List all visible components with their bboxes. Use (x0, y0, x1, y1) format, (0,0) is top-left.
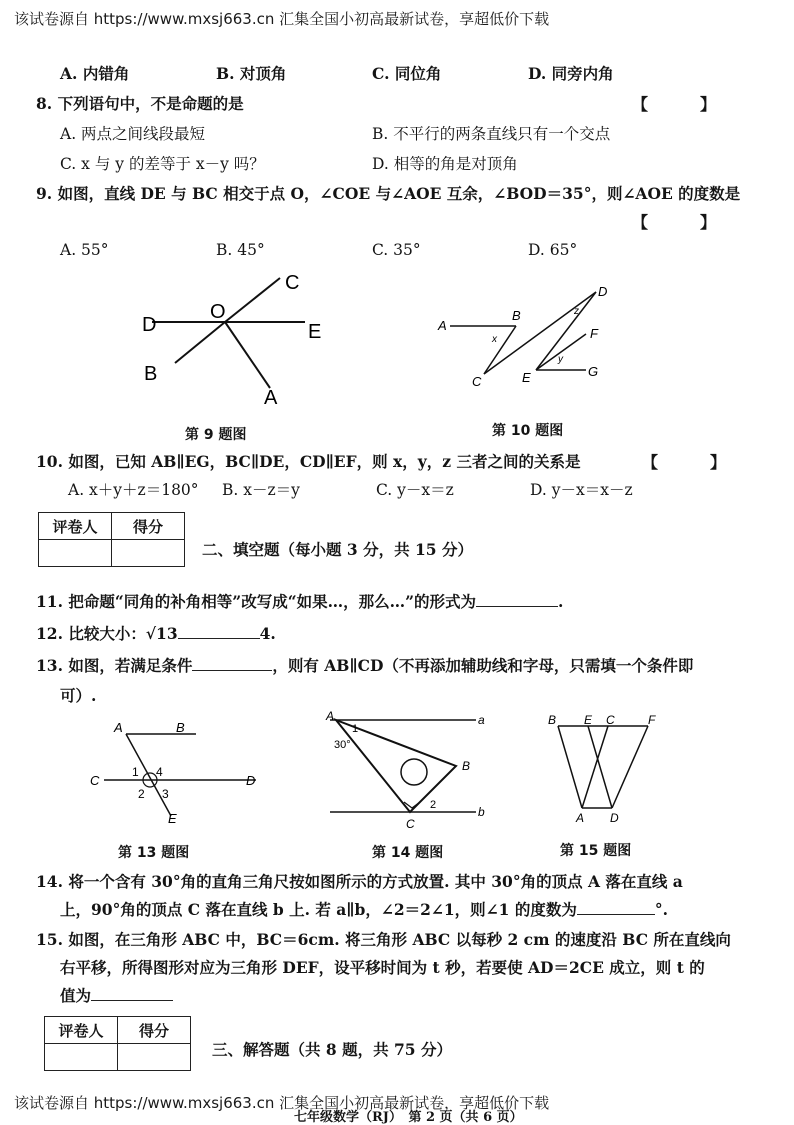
fig9-label-d: D (142, 314, 157, 336)
fig10-label-b: B (512, 308, 521, 323)
grader3-reviewer-cell (45, 1044, 118, 1071)
grader-score-cell (112, 540, 185, 567)
grader-table-section3 (44, 1016, 191, 1071)
q10-option-c: C. y－x＝z (376, 481, 454, 499)
q7-option-c: C. 同位角 (372, 64, 442, 83)
q7-option-d: D. 同旁内角 (528, 64, 614, 83)
q13-line1 (36, 656, 693, 676)
fig15-label-f: F (648, 713, 656, 727)
page-footer: 七年级数学（RJ） 第 2 页（共 6 页） (294, 1110, 523, 1125)
q14-text: 上，90°角的顶点 C 落在直线 b 上. 若 a∥b，∠2＝2∠1，则∠1 的度数为 (60, 900, 577, 919)
q12-text: 12. 比较大小：√13 (36, 624, 178, 643)
fig15-caption: 第 15 题图 (560, 843, 632, 859)
q10-option-b: B. x－z＝y (222, 481, 300, 499)
fig13-angle-3: 3 (162, 787, 169, 801)
grader3-score-header: 得分 (118, 1017, 191, 1044)
grader-reviewer-header: 评卷人 (39, 513, 112, 540)
fig14-label-c: C (406, 817, 415, 831)
q13-text-b: ，则有 AB∥CD（不再添加辅助线和字母，只需填一个条件即 (272, 656, 694, 675)
q12-answer-blank[interactable] (178, 624, 260, 639)
bleed-through (440, 430, 441, 445)
q8-answer-bracket: 【 】 (632, 95, 735, 114)
q10-stem: 10. 如图，已知 AB∥EG，BC∥DE，CD∥EF，则 x，y，z 三者之间的关系是 (36, 452, 581, 471)
q13-line2: 可）. (60, 686, 97, 705)
fig13-label-d: D (246, 773, 256, 788)
q9-option-b: B. 45° (216, 241, 265, 259)
fig15-label-d: D (610, 811, 619, 824)
fig14-angle-30: 30° (334, 739, 351, 751)
fig9-label-b: B (144, 363, 158, 385)
grader-table-section2 (38, 512, 185, 567)
fig10-label-c: C (472, 374, 482, 389)
q12-line (36, 624, 276, 644)
figure-10 (436, 280, 616, 390)
fig9-label-e: E (308, 321, 322, 343)
fig13-caption: 第 13 题图 (118, 845, 190, 861)
q13-text: 13. 如图，若满足条件 (36, 656, 193, 675)
watermark-top: 该试卷源自 https://www.mxsj663.cn 汇集全国小初高最新试卷，享超低价下载 (14, 10, 550, 28)
fig14-angle-1: 1 (352, 723, 359, 735)
fig13-angle-4: 4 (156, 765, 163, 779)
fig13-label-b: B (176, 720, 185, 735)
q13-answer-blank[interactable] (192, 656, 272, 671)
q8-option-d: D. 相等的角是对顶角 (372, 155, 518, 173)
q8-option-c: C. x 与 y 的差等于 x－y 吗？ (60, 155, 265, 173)
fig13-label-c: C (90, 773, 100, 788)
q10-answer-bracket: 【 】 (642, 453, 745, 472)
fig10-label-e: E (522, 370, 531, 385)
q15-text: 值为 (60, 986, 92, 1005)
q8-option-b: B. 不平行的两条直线只有一个交点 (372, 125, 611, 143)
figure-13 (86, 716, 266, 826)
q15-answer-blank[interactable] (91, 986, 173, 1001)
fig14-caption: 第 14 题图 (372, 845, 444, 861)
q11-tail: . (558, 592, 564, 611)
fig9-caption: 第 9 题图 (185, 427, 247, 443)
fig10-angle-x: x (492, 334, 497, 345)
grader-reviewer-cell (39, 540, 112, 567)
fig14-angle-2: 2 (430, 799, 437, 811)
q15-line3 (60, 986, 173, 1006)
grader3-reviewer-header: 评卷人 (45, 1017, 118, 1044)
fig10-label-g: G (588, 364, 599, 379)
fig14-label-line-a: a (478, 713, 485, 727)
figure-9 (130, 268, 330, 408)
fig10-label-a: A (438, 318, 447, 333)
q10-option-a: A. x＋y＋z＝180° (68, 481, 199, 499)
fig13-angle-2: 2 (138, 787, 145, 801)
q9-option-d: D. 65° (528, 241, 578, 259)
fig10-caption: 第 10 题图 (492, 423, 564, 439)
fig9-label-c: C (285, 272, 300, 294)
fig15-label-a: A (576, 811, 585, 824)
fig14-label-a-point: A (326, 709, 335, 723)
q14-line2 (60, 900, 668, 920)
figure-15 (544, 712, 664, 824)
section2-title: 二、填空题（每小题 3 分，共 15 分） (202, 540, 473, 559)
q11-answer-blank[interactable] (476, 592, 558, 607)
fig10-label-f: F (590, 326, 598, 341)
fig9-label-a: A (264, 387, 278, 408)
q8-option-a: A. 两点之间线段最短 (60, 125, 206, 143)
watermark-bottom: 该试卷源自 https://www.mxsj663.cn 汇集全国小初高最新试卷，享超低价下载 (14, 1094, 550, 1112)
q9-option-c: C. 35° (372, 241, 421, 259)
fig14-label-b-point: B (462, 759, 471, 773)
fig9-label-o: O (210, 301, 226, 323)
q14-answer-blank[interactable] (577, 900, 655, 915)
fig10-angle-z: z (574, 306, 579, 317)
q9-answer-bracket: 【 】 (632, 213, 735, 232)
grader3-score-cell (118, 1044, 191, 1071)
section3-title: 三、解答题（共 8 题，共 75 分） (212, 1040, 452, 1059)
grader-score-header: 得分 (112, 513, 185, 540)
fig14-label-line-b: b (478, 805, 485, 819)
q10-option-d: D. y－x＝x－z (530, 481, 633, 499)
q7-option-b: B. 对顶角 (216, 64, 287, 83)
q15-line1: 15. 如图，在三角形 ABC 中，BC＝6cm. 将三角形 ABC 以每秒 2 cm 的速度沿 BC 所在直线向 (36, 930, 731, 949)
fig13-label-e: E (168, 811, 177, 826)
q11-line (36, 592, 563, 612)
fig15-label-e: E (584, 713, 593, 727)
q9-stem: 9. 如图，直线 DE 与 BC 相交于点 O，∠COE 与∠AOE 互余，∠BOD＝35°，则∠AOE 的度数是 (36, 184, 741, 203)
q11-text: 11. 把命题“同角的补角相等”改写成“如果…，那么…”的形式为 (36, 592, 477, 611)
q12-tail: 4. (259, 624, 276, 643)
fig13-angle-1: 1 (132, 765, 139, 779)
q8-stem: 8. 下列语句中，不是命题的是 (36, 94, 244, 113)
fig10-label-d: D (598, 284, 608, 299)
q14-line1: 14. 将一个含有 30°角的直角三角尺按如图所示的方式放置. 其中 30°角的顶点 A 落在直线 a (36, 872, 683, 891)
figure-14 (316, 708, 496, 834)
fig15-label-b: B (548, 713, 557, 727)
fig10-angle-y: y (558, 354, 563, 365)
fig13-label-a: A (114, 720, 123, 735)
q9-option-a: A. 55° (60, 241, 109, 259)
fig15-label-c: C (606, 713, 615, 727)
q7-option-a: A. 内错角 (60, 64, 130, 83)
q14-tail: °. (654, 900, 669, 919)
q15-line2: 右平移，所得图形对应为三角形 DEF，设平移时间为 t 秒，若要使 AD＝2CE 成立，则 t 的 (60, 958, 705, 977)
